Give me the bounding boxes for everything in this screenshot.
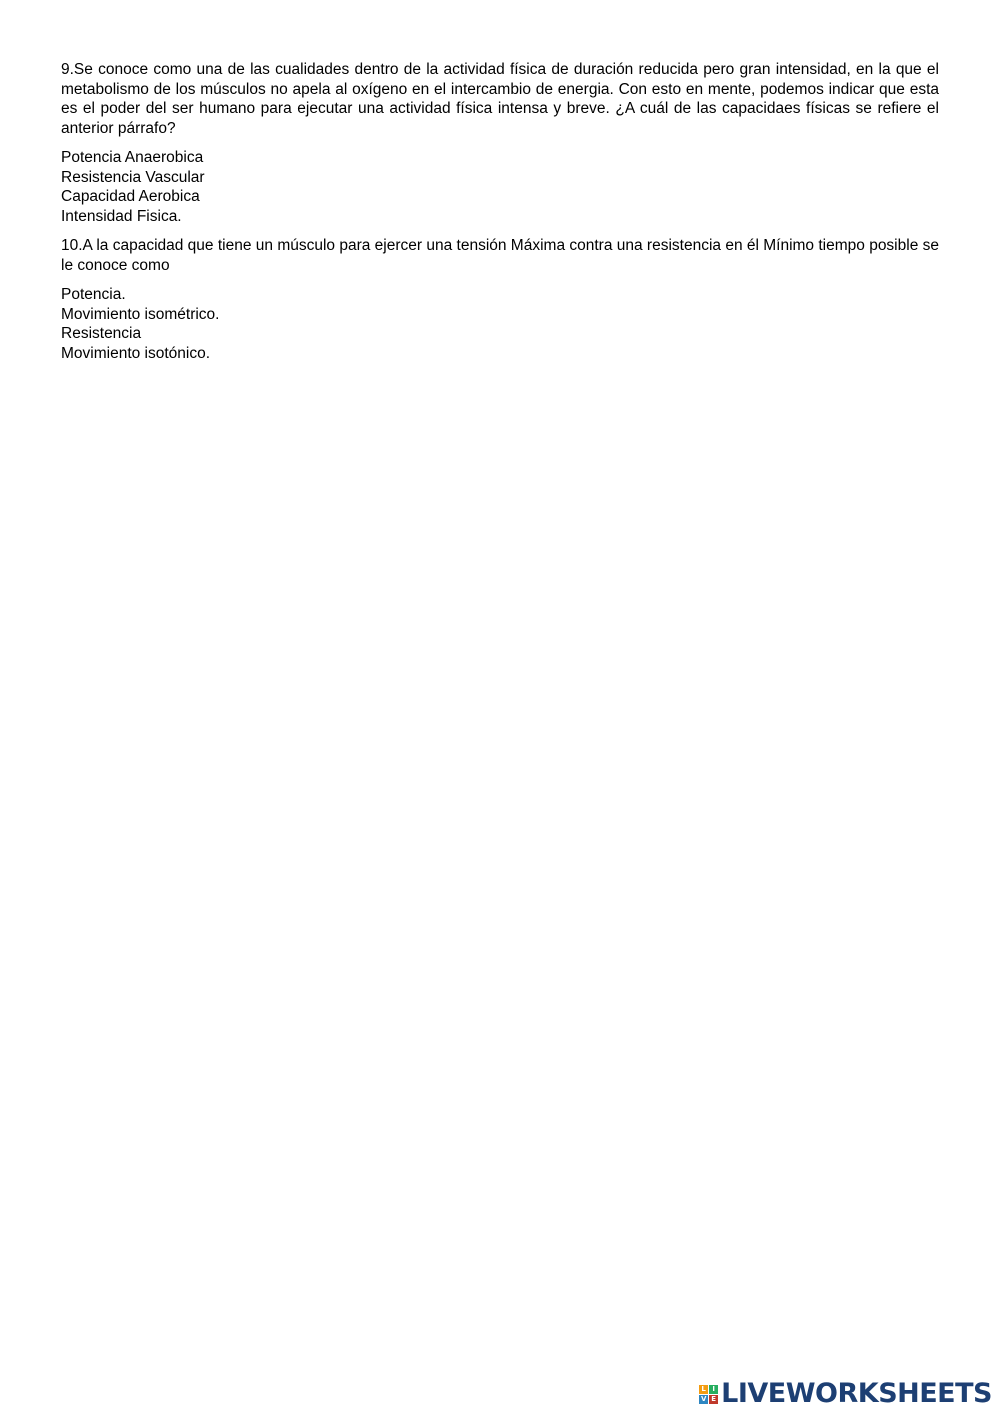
question-9-text: 9.Se conoce como una de las cualidades dentro de la actividad física de duración reducida pero gran intensidad, en la que el metabolismo de los músculos no apela al oxígeno en el intercambio de energia. Con esto en mente, podemos indicar que esta es el poder del ser humano para ejecutar una actividad física intensa y breve. ¿A cuál de las capacidaes físicas se refiere el anterior párrafo? bbox=[61, 61, 939, 137]
question-9-option-4[interactable]: Intensidad Fisica. bbox=[61, 207, 182, 225]
question-9-options bbox=[61, 148, 939, 226]
logo-badge-icon bbox=[699, 1385, 718, 1404]
question-block-10 bbox=[61, 236, 939, 363]
question-10-option-3[interactable]: Resistencia bbox=[61, 325, 142, 342]
logo-badge-letter: E bbox=[709, 1395, 718, 1404]
question-10-text: 10.A la capacidad que tiene un músculo para ejercer una tensión Máxima contra una resistencia en él Mínimo tiempo posible se le conoce como bbox=[61, 237, 939, 274]
question-10-option-4[interactable]: Movimiento isotónico. bbox=[61, 344, 211, 362]
liveworksheets-logo bbox=[699, 1379, 992, 1409]
logo-badge-letter: L bbox=[699, 1385, 708, 1394]
logo-badge-letter: I bbox=[709, 1385, 718, 1394]
logo-text: LIVEWORKSHEETS bbox=[721, 1378, 992, 1409]
question-10-option-2[interactable]: Movimiento isométrico. bbox=[61, 305, 220, 323]
question-10-options bbox=[61, 285, 939, 363]
question-9-option-2[interactable]: Resistencia Vascular bbox=[61, 168, 205, 186]
question-9-option-1[interactable]: Potencia Anaerobica bbox=[61, 149, 204, 166]
question-block-9 bbox=[61, 60, 939, 226]
worksheet-page bbox=[61, 60, 939, 373]
question-10-option-1[interactable]: Potencia. bbox=[61, 286, 126, 303]
logo-badge-letter: V bbox=[700, 1394, 707, 1403]
question-9-option-3[interactable]: Capacidad Aerobica bbox=[61, 188, 200, 205]
